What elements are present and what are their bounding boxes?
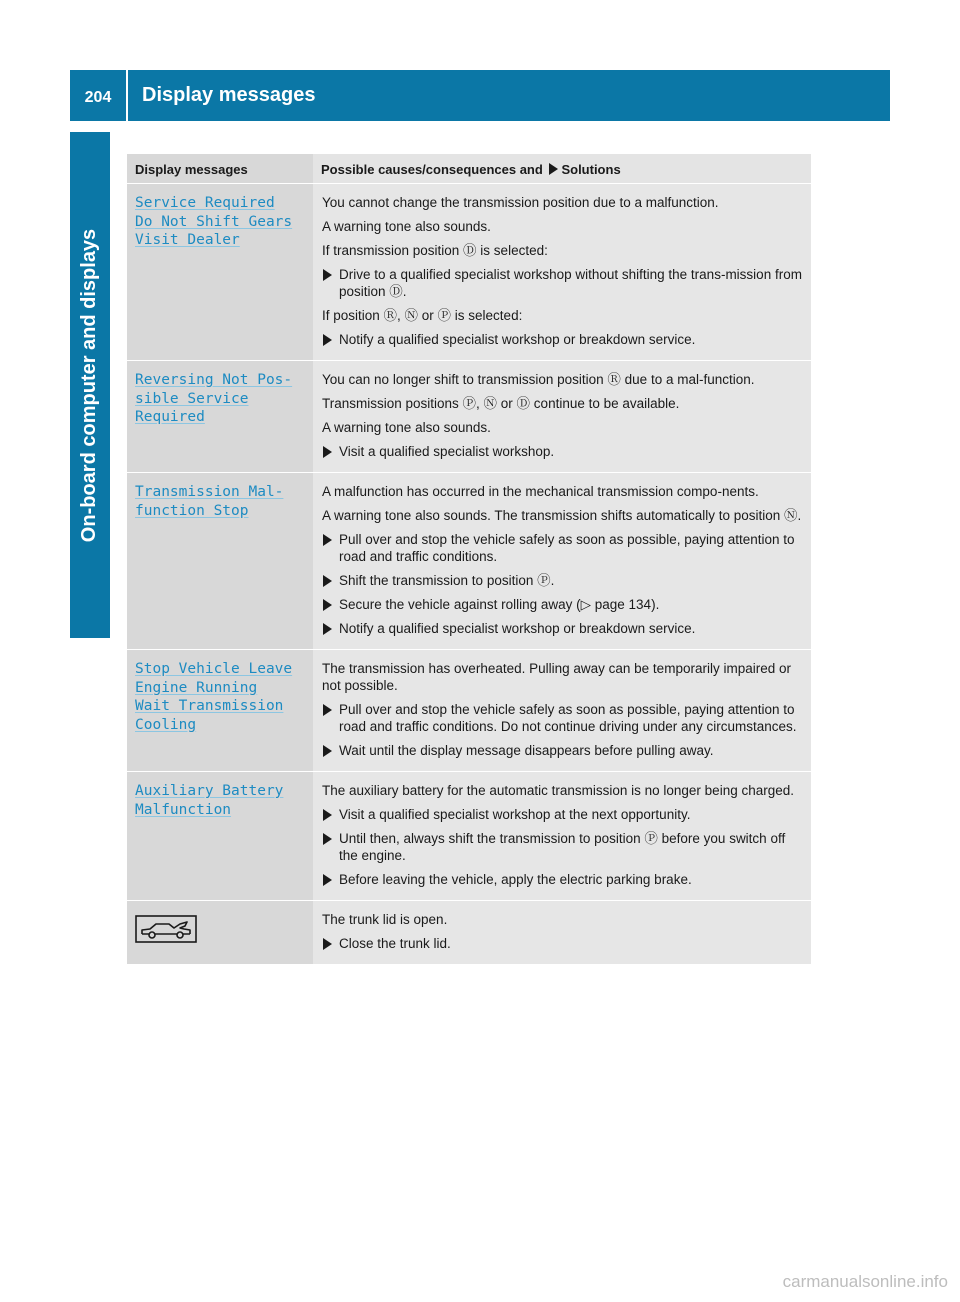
table-row [127, 184, 811, 361]
cause-text: Transmission positions Ⓟ, Ⓝ or Ⓓ continue to be available. [322, 396, 680, 411]
display-messages-table [127, 154, 811, 965]
cause-text: A warning tone also sounds. [322, 420, 491, 435]
cause-text: The transmission has overheated. Pulling away can be temporarily impaired or not possible. [322, 661, 791, 693]
step-arrow-icon [323, 269, 332, 281]
solution-step [322, 572, 803, 589]
play-arrow-icon [549, 163, 558, 175]
step-arrow-icon [323, 446, 332, 458]
solution-cell [313, 650, 811, 772]
message-cell [127, 473, 313, 650]
step-text: Close the trunk lid. [339, 936, 451, 951]
chapter-side-tab [70, 132, 110, 638]
page-number: 204 [70, 70, 128, 121]
solution-step [322, 701, 803, 735]
message-stop-vehicle: Stop Vehicle Leave Engine Running Wait Transmission Cooling [135, 661, 293, 733]
step-text: Shift the transmission to position Ⓟ. [339, 573, 555, 588]
step-text: Notify a qualified specialist workshop or breakdown service. [339, 621, 696, 636]
watermark: carmanualsonline.info [782, 1272, 948, 1291]
table-row [127, 473, 811, 650]
table-row [127, 650, 811, 772]
table-row [127, 901, 811, 965]
message-reversing-not-possible: Reversing Not Pos- sible Service Required [135, 372, 293, 425]
step-text: Visit a qualified specialist workshop at the next opportunity. [339, 807, 691, 822]
step-arrow-icon [323, 534, 332, 546]
step-text: Pull over and stop the vehicle safely as soon as possible, paying attention to road and traffic conditions. Do not continue driving under any circumstances. [339, 702, 797, 734]
page-header [70, 70, 890, 121]
table-header-row [127, 154, 811, 184]
message-service-required: Service Required Do Not Shift Gears Visit Dealer [135, 195, 293, 248]
solution-step [322, 830, 803, 864]
solution-cell [313, 184, 811, 361]
header-solutions-suffix: Solutions [561, 162, 621, 177]
message-cell [127, 901, 313, 965]
step-text: Drive to a qualified specialist workshop without shifting the trans-mission from position Ⓓ. [339, 267, 802, 299]
solution-step [322, 443, 803, 460]
solution-step [322, 935, 803, 952]
step-text: Secure the vehicle against rolling away (▷ page 134). [339, 597, 660, 612]
solution-step [322, 806, 803, 823]
header-solutions-label: Possible causes/consequences and [321, 162, 543, 177]
message-auxiliary-battery: Auxiliary Battery Malfunction [135, 783, 284, 818]
cause-text: A warning tone also sounds. [322, 219, 491, 234]
step-arrow-icon [323, 599, 332, 611]
step-text: Visit a qualified specialist workshop. [339, 444, 555, 459]
solution-cell [313, 772, 811, 901]
cause-text: If transmission position Ⓓ is selected: [322, 243, 548, 258]
step-text: Pull over and stop the vehicle safely as soon as possible, paying attention to road and traffic conditions. [339, 532, 795, 564]
step-arrow-icon [323, 809, 332, 821]
step-arrow-icon [323, 334, 332, 346]
solution-step [322, 596, 803, 613]
table-row [127, 772, 811, 901]
solution-cell [313, 361, 811, 473]
cause-text: You cannot change the transmission position due to a malfunction. [322, 195, 719, 210]
step-text: Before leaving the vehicle, apply the electric parking brake. [339, 872, 692, 887]
step-arrow-icon [323, 938, 332, 950]
solution-cell [313, 901, 811, 965]
cause-text: If position Ⓡ, Ⓝ or Ⓟ is selected: [322, 308, 523, 323]
solution-step [322, 620, 803, 637]
table-row [127, 361, 811, 473]
cause-text: A warning tone also sounds. The transmission shifts automatically to position Ⓝ. [322, 508, 802, 523]
message-cell [127, 184, 313, 361]
step-text: Until then, always shift the transmission to position Ⓟ before you switch off the engine. [339, 831, 786, 863]
chapter-title: On-board computer and displays [78, 228, 101, 542]
solution-cell [313, 473, 811, 650]
message-cell [127, 772, 313, 901]
header-display-messages: Display messages [127, 154, 313, 184]
cause-text: The auxiliary battery for the automatic transmission is no longer being charged. [322, 783, 794, 798]
solution-step [322, 531, 803, 565]
step-arrow-icon [323, 704, 332, 716]
solution-step [322, 331, 803, 348]
trunk-open-icon [135, 915, 197, 943]
step-arrow-icon [323, 575, 332, 587]
step-arrow-icon [323, 745, 332, 757]
step-arrow-icon [323, 833, 332, 845]
header-solutions [313, 154, 811, 184]
step-text: Notify a qualified specialist workshop or breakdown service. [339, 332, 696, 347]
cause-text: You can no longer shift to transmission position Ⓡ due to a mal-function. [322, 372, 755, 387]
message-transmission-malfunction: Transmission Mal- function Stop [135, 484, 284, 519]
solution-step [322, 266, 803, 300]
step-arrow-icon [323, 623, 332, 635]
message-cell [127, 361, 313, 473]
cause-text: The trunk lid is open. [322, 912, 448, 927]
step-arrow-icon [323, 874, 332, 886]
solution-step [322, 742, 803, 759]
cause-text: A malfunction has occurred in the mechanical transmission compo-nents. [322, 484, 759, 499]
page-title: Display messages [142, 84, 316, 106]
solution-step [322, 871, 803, 888]
message-cell [127, 650, 313, 772]
step-text: Wait until the display message disappears before pulling away. [339, 743, 714, 758]
